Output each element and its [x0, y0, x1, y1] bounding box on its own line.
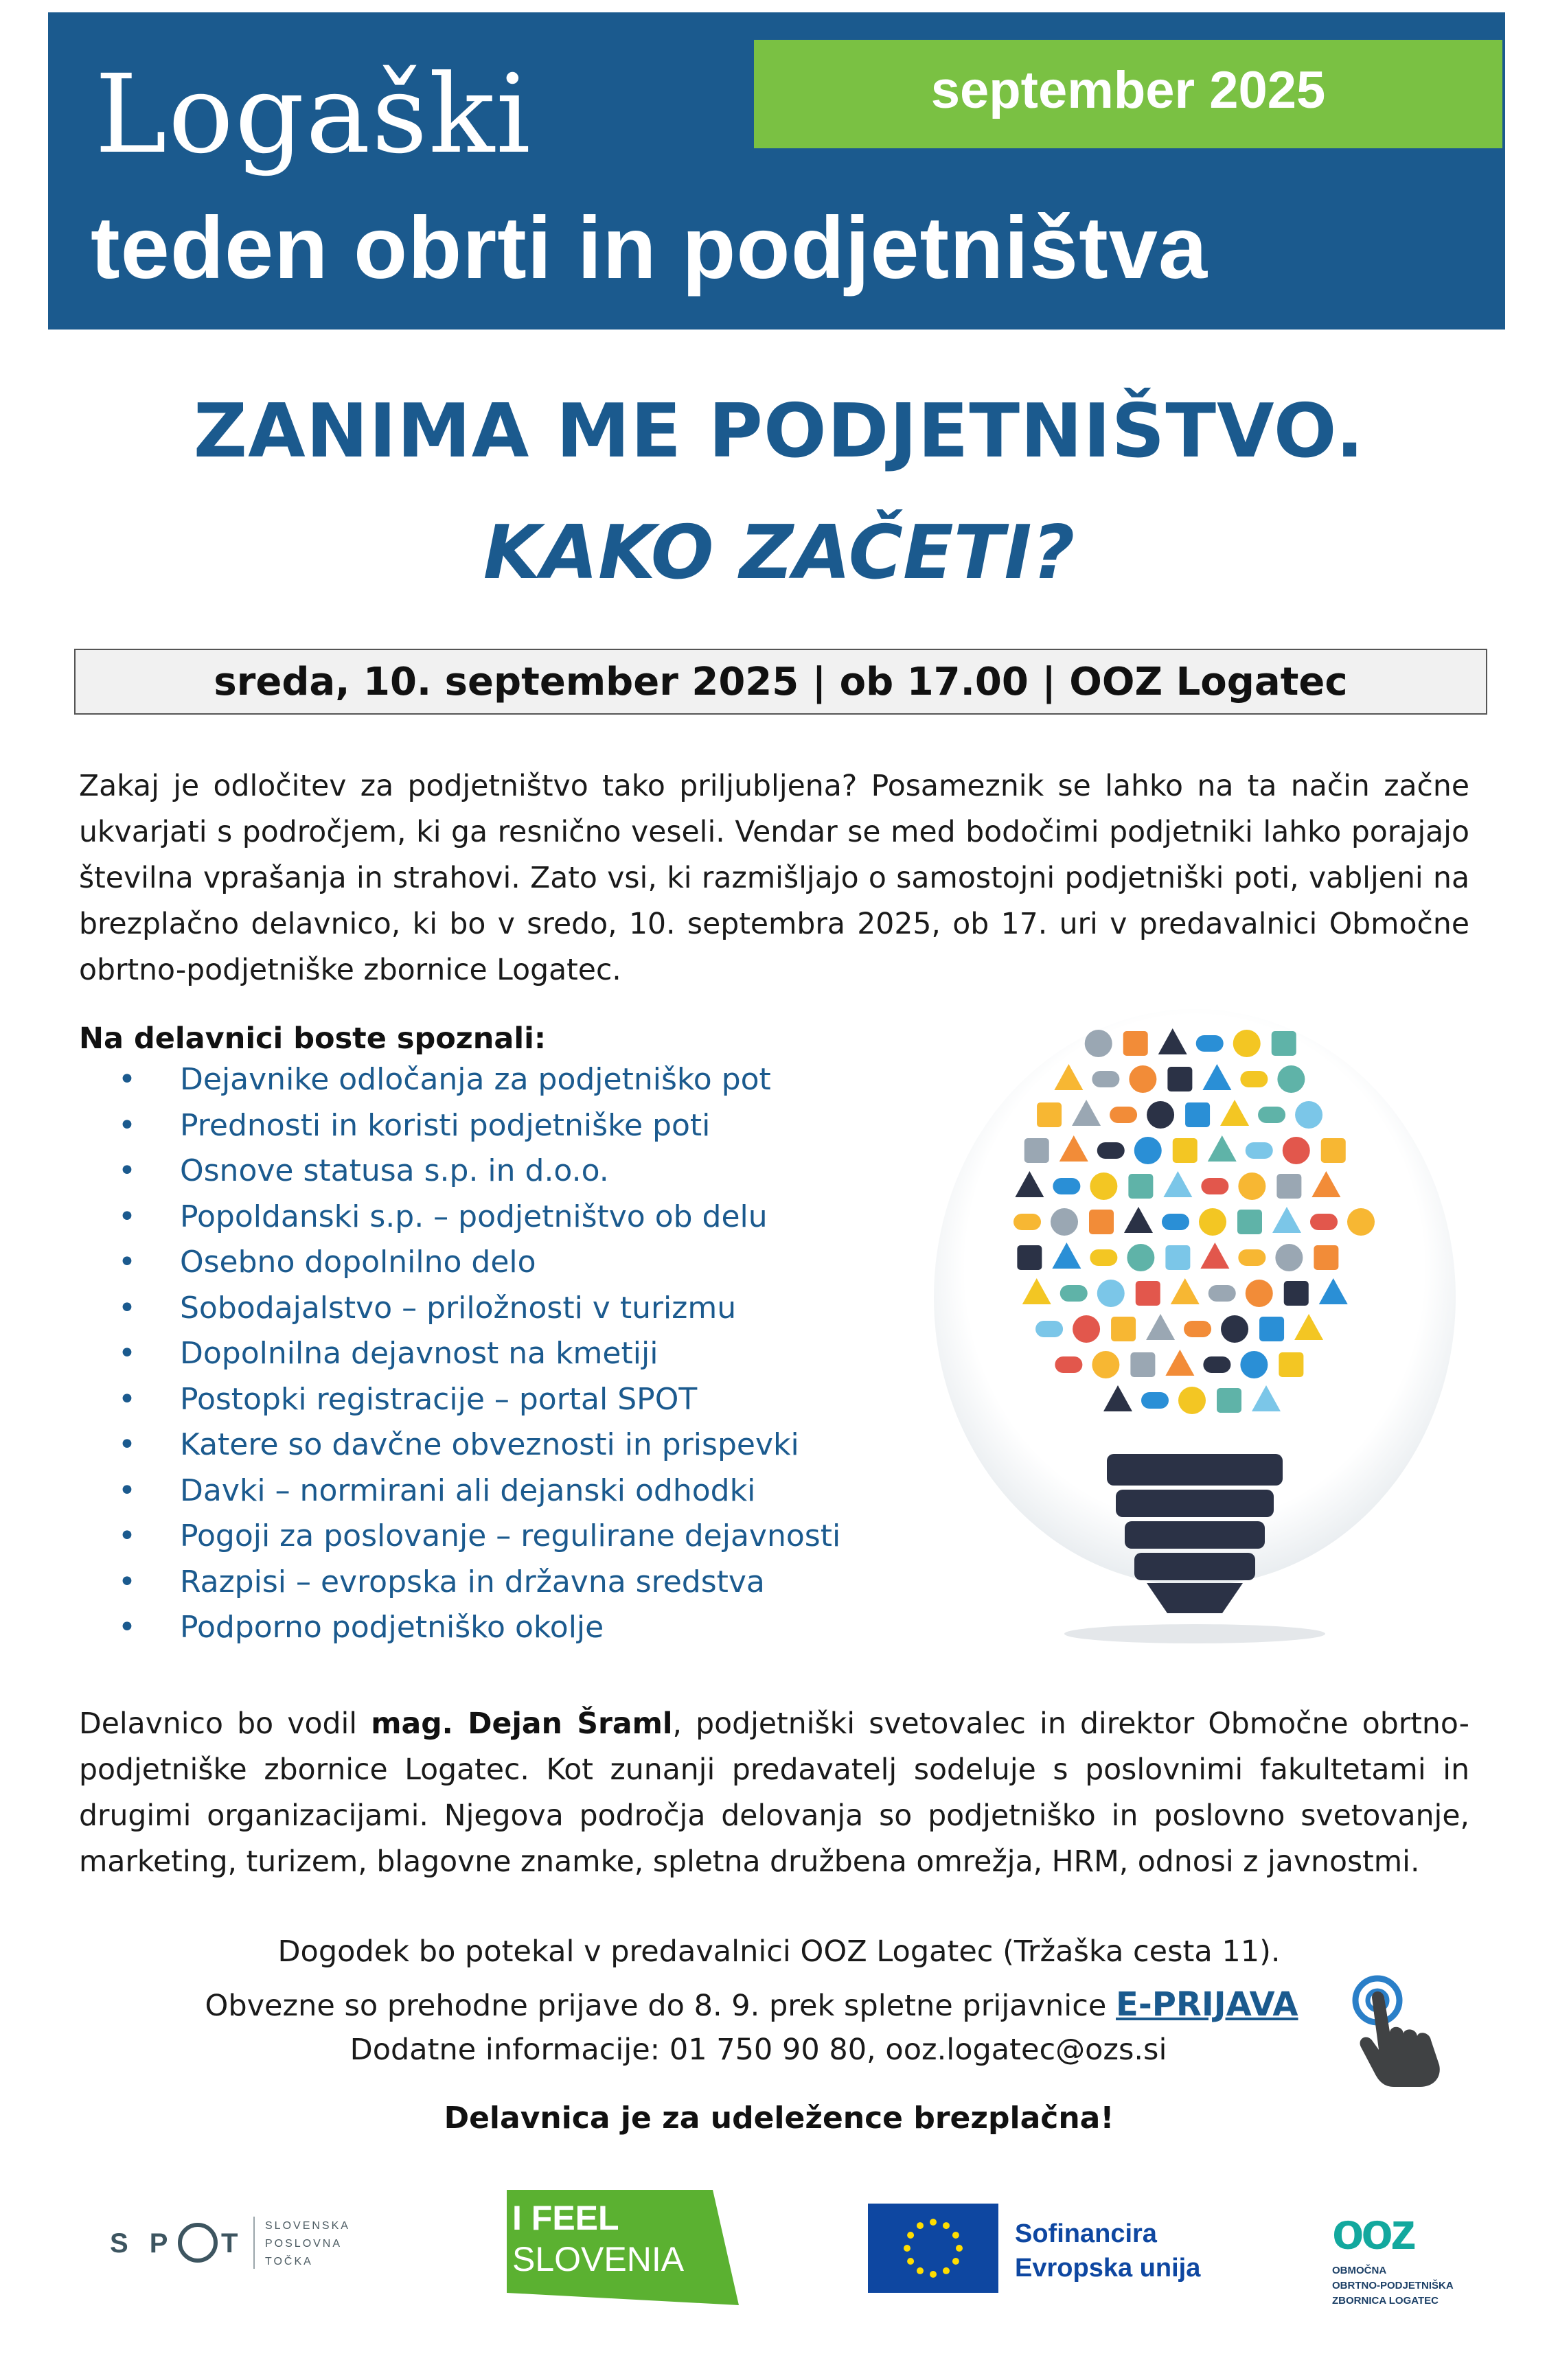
topic-item: [110, 1240, 840, 1286]
topic-text: Katere so davčne obveznosti in prispevki: [180, 1427, 799, 1462]
topic-item: [110, 1422, 840, 1468]
idea-icon: [1258, 1107, 1285, 1123]
header-subtitle: teden obrti in podjetništva: [91, 199, 1208, 297]
bio-intro: Delavnico bo vodil: [79, 1707, 371, 1741]
free-note: Delavnica je za udeležence brezplačna!: [444, 2101, 1114, 2136]
idea-icon: [1272, 1031, 1296, 1056]
idea-icon: [1246, 1280, 1273, 1307]
idea-icon: [1097, 1280, 1125, 1307]
idea-icon: [1051, 1208, 1078, 1236]
topic-item: [110, 1560, 840, 1606]
idea-icon: [1279, 1352, 1303, 1377]
ooz-line2: OBRTNO-PODJETNIŠKA: [1332, 2280, 1454, 2291]
idea-icon: [1090, 1249, 1117, 1266]
headline-line2: KAKO ZAČETI?: [483, 510, 1075, 596]
speaker-name: mag. Dejan Šraml: [371, 1707, 673, 1741]
idea-icon: [1141, 1392, 1169, 1409]
spot-line3: TOČKA: [265, 2256, 313, 2267]
topic-text: Prednosti in koristi podjetniške poti: [180, 1107, 711, 1143]
ooz-line1: OBMOČNA: [1332, 2265, 1387, 2276]
topic-item: [110, 1468, 840, 1514]
idea-icon: [1240, 1351, 1268, 1378]
idea-icon: [1167, 1067, 1192, 1091]
month-label: september 2025: [930, 61, 1326, 119]
eu-star-icon: [907, 2232, 914, 2239]
idea-icon: [1221, 1315, 1248, 1343]
idea-icon: [1199, 1208, 1226, 1236]
bullet-icon: •: [118, 1199, 136, 1234]
idea-icon: [1321, 1138, 1346, 1163]
idea-icon: [1136, 1281, 1160, 1306]
idea-icon: [1162, 1214, 1189, 1230]
topic-item: [110, 1103, 840, 1149]
idea-icon: [1208, 1285, 1236, 1302]
idea-icon: [1165, 1245, 1190, 1270]
bullet-icon: •: [118, 1062, 136, 1097]
eu-star-icon: [943, 2222, 950, 2229]
event-date-box: [74, 649, 1487, 715]
spot-line1: SLOVENSKA: [265, 2220, 350, 2232]
bullet-icon: •: [118, 1518, 136, 1553]
spot-line2: POSLOVNA: [265, 2238, 343, 2250]
topic-item: [110, 1514, 840, 1560]
idea-icon: [1310, 1214, 1338, 1230]
bullet-icon: •: [118, 1610, 136, 1645]
idea-icon: [1097, 1142, 1125, 1159]
idea-icon: [1276, 1174, 1301, 1199]
idea-icon: [1201, 1178, 1228, 1194]
idea-icon: [1111, 1317, 1136, 1341]
idea-icon: [1089, 1210, 1114, 1234]
bullet-icon: •: [118, 1564, 136, 1599]
topic-item: [110, 1331, 840, 1377]
idea-icon: [1110, 1107, 1137, 1123]
idea-icon: [1017, 1245, 1042, 1270]
spot-mark-s: S P: [110, 2228, 175, 2258]
intro-paragraph: [79, 763, 1469, 993]
registration-line: [0, 1985, 1531, 2024]
idea-icon: [1092, 1071, 1119, 1087]
topic-text: Sobodajalstvo – priložnosti v turizmu: [180, 1290, 737, 1326]
idea-icon: [1314, 1245, 1338, 1270]
idea-icon: [1217, 1388, 1241, 1413]
topic-text: Popoldanski s.p. – podjetništvo ob delu: [180, 1199, 768, 1234]
eu-star-icon: [930, 2219, 937, 2226]
idea-icon: [1147, 1101, 1174, 1129]
topic-text: Osnove statusa s.p. in d.o.o.: [180, 1153, 609, 1188]
bullet-icon: •: [118, 1381, 136, 1417]
topics-list: [110, 1057, 840, 1651]
eu-star-icon: [917, 2222, 924, 2229]
idea-icon: [1060, 1285, 1088, 1302]
idea-icon: [1196, 1035, 1224, 1052]
pointing-hand-icon[interactable]: [1346, 1970, 1463, 2090]
bullet-icon: •: [118, 1153, 136, 1188]
intro-text: Zakaj je odločitev za podjetništvo tako priljubljena? Posameznik se lahko na ta način začne ukvarjati s področjem, ki ga resnično veseli. Vendar se med bodočimi podjetniki lahko porajajo številna vprašanja in strahovi. Zato vsi, ki razmišljajo o samostojni podjetniški poti, vabljeni na brezplačno delavnico, ki bo v sredo, 10. septembra 2025, ob 17. uri v predavalnici Območne obrtno-podjetniške zbornice Logatec.: [79, 770, 1469, 987]
topic-text: Razpisi – evropska in državna sredstva: [180, 1564, 765, 1599]
topic-item: [110, 1148, 840, 1194]
bullet-icon: •: [118, 1472, 136, 1508]
spot-mark-t: T: [221, 2228, 238, 2258]
idea-icon: [1347, 1208, 1375, 1236]
idea-icon: [1240, 1071, 1268, 1087]
idea-icon: [1037, 1102, 1062, 1127]
idea-icon: [1123, 1031, 1148, 1056]
spot-logo: [110, 2200, 371, 2283]
idea-icon: [1128, 1174, 1153, 1199]
idea-icon: [1090, 1172, 1117, 1200]
idea-icon: [1277, 1065, 1305, 1093]
topic-text: Pogoji za poslovanje – regulirane dejavnosti: [180, 1518, 841, 1553]
idea-icon: [1259, 1317, 1284, 1341]
idea-icon: [1130, 1352, 1155, 1377]
lightbulb-illustration: [920, 995, 1469, 1668]
idea-icon: [1053, 1178, 1080, 1194]
eu-line1: Sofinancira: [1015, 2219, 1157, 2248]
topic-text: Osebno dopolnilno delo: [180, 1245, 536, 1280]
idea-icon: [1127, 1244, 1154, 1271]
topic-text: Podporno podjetniško okolje: [180, 1610, 604, 1645]
topic-item: [110, 1286, 840, 1332]
idea-icon: [1085, 1030, 1112, 1057]
venue-line: Dogodek bo potekal v predavalnici OOZ Logatec (Tržaška cesta 11).: [277, 1934, 1281, 1969]
eu-cofunding-logo: [868, 2204, 1232, 2293]
topics-heading: Na delavnici boste spoznali:: [79, 1021, 547, 1056]
idea-icon: [1275, 1244, 1303, 1271]
bullet-icon: •: [118, 1107, 136, 1143]
headline-line1: ZANIMA ME PODJETNIŠTVO.: [193, 389, 1365, 474]
registration-text: Obvezne so prehodne prijave do 8. 9. prek spletne prijavnice: [205, 1989, 1116, 2023]
speaker-bio: [79, 1701, 1469, 1885]
bullet-icon: •: [118, 1290, 136, 1326]
eu-star-icon: [930, 2271, 937, 2278]
event-date-text: sreda, 10. september 2025 | ob 17.00 | OOZ Logatec: [214, 659, 1348, 704]
eu-line2: Evropska unija: [1015, 2254, 1201, 2283]
bullet-icon: •: [118, 1336, 136, 1371]
topic-text: Dopolnilna dejavnost na kmetiji: [180, 1336, 658, 1371]
eu-star-icon: [907, 2258, 914, 2265]
topic-item: [110, 1377, 840, 1423]
brand-title: Logaški: [95, 51, 532, 178]
ifeel-line1: I FEEL: [512, 2199, 619, 2237]
ooz-line3: ZBORNICA LOGATEC: [1332, 2295, 1439, 2307]
idea-icon: [1073, 1315, 1100, 1343]
eu-star-icon: [943, 2267, 950, 2274]
idea-icon: [1246, 1142, 1273, 1159]
idea-icon: [1024, 1138, 1049, 1163]
spot-o-icon: [180, 2225, 216, 2261]
idea-icon: [1173, 1138, 1198, 1163]
bio-text: , podjetniški svetovalec in direktor Območne obrtno-podjetniške zbornice Logatec. Kot zunanji predavatelj sodeluje s poslovnimi fakultetami in drugimi organizacijami. Njegova področja delovanja so podjetniško in poslovno svetovanje, marketing, turizem, blagovne znamke, spletna družbena omrežja, HRM, odnosi z javnostmi.: [79, 1707, 1469, 1879]
ooz-logatec-logo: [1324, 2197, 1489, 2320]
idea-icon: [1129, 1065, 1156, 1093]
topic-item: [110, 1605, 840, 1651]
topic-text: Postopki registracije – portal SPOT: [180, 1381, 698, 1417]
idea-icon: [1237, 1210, 1262, 1234]
topic-item: [110, 1194, 840, 1240]
idea-icon: [1238, 1172, 1265, 1200]
idea-icon: [1035, 1321, 1063, 1337]
ifeel-line2: SLOVENIA: [512, 2240, 685, 2278]
eu-star-icon: [952, 2258, 959, 2265]
eu-star-icon: [917, 2267, 924, 2274]
idea-icon: [1134, 1137, 1162, 1164]
bulb-base-icon: [1107, 1454, 1283, 1613]
topic-item: [110, 1057, 840, 1103]
idea-icon: [1295, 1101, 1322, 1129]
bullet-icon: •: [118, 1245, 136, 1280]
idea-icon: [1013, 1214, 1041, 1230]
idea-icon: [1238, 1249, 1265, 1266]
e-prijava-link[interactable]: E-PRIJAVA: [1116, 1985, 1298, 2024]
bullet-icon: •: [118, 1427, 136, 1462]
month-badge: [754, 40, 1502, 148]
ooz-mark: ooz: [1332, 2202, 1414, 2261]
idea-icon: [1055, 1356, 1082, 1373]
eu-star-icon: [952, 2232, 959, 2239]
idea-icon: [1092, 1351, 1119, 1378]
i-feel-slovenia-logo: [507, 2190, 739, 2305]
idea-icon: [1283, 1137, 1310, 1164]
eu-flag-icon: [868, 2204, 998, 2293]
eu-star-icon: [956, 2245, 963, 2252]
contact-line: Dodatne informacije: 01 750 90 80, ooz.logatec@ozs.si: [350, 2033, 1167, 2067]
idea-icon: [1284, 1281, 1309, 1306]
idea-icon: [1203, 1356, 1230, 1373]
idea-icon: [1184, 1321, 1211, 1337]
idea-icon: [1233, 1030, 1261, 1057]
eu-star-icon: [904, 2245, 910, 2252]
idea-icon: [1178, 1387, 1206, 1414]
idea-icon: [1185, 1102, 1210, 1127]
topic-text: Davki – normirani ali dejanski odhodki: [180, 1472, 756, 1508]
header-banner: [48, 12, 1505, 330]
topic-text: Dejavnike odločanja za podjetniško pot: [180, 1062, 771, 1097]
